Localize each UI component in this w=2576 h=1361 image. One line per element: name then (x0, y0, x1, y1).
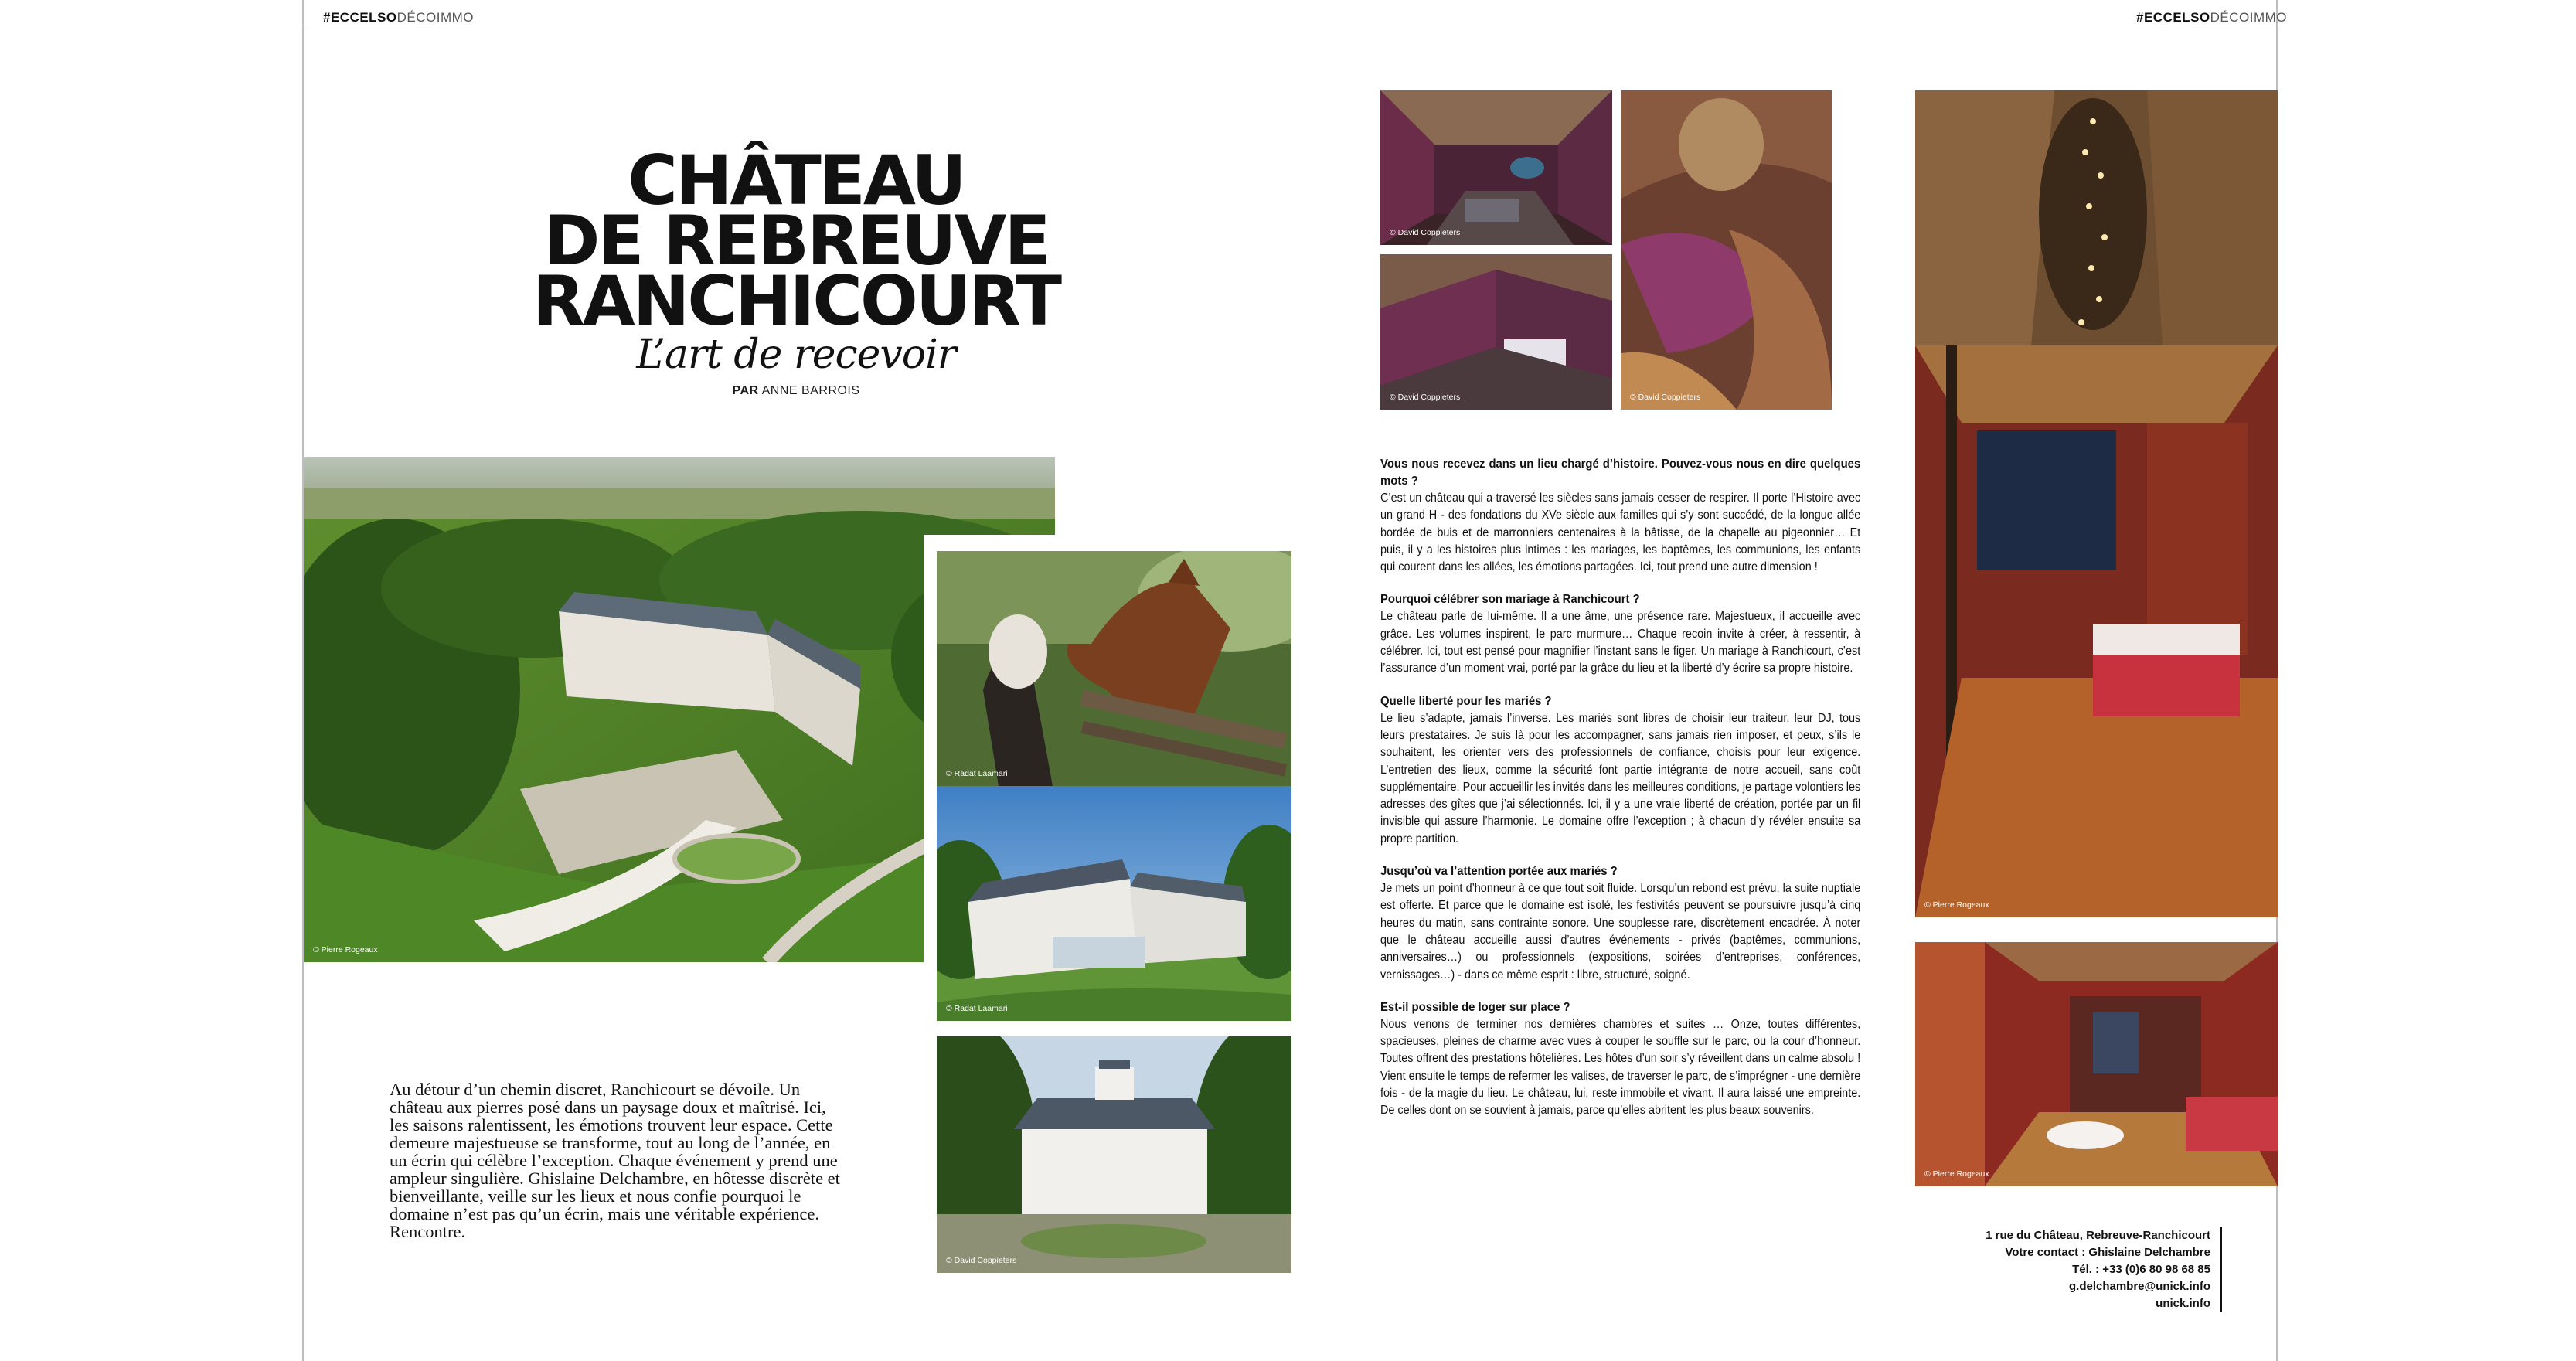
interview-block-5 (1380, 999, 1860, 1120)
header-section: DÉCOIMMO (396, 10, 475, 25)
interview-block-2 (1380, 591, 1860, 677)
interview-answer: C’est un château qui a traversé les siècles sans jamais cesser de respirer. Il porte l’Histoire avec un grand H - des fondations du XVe siècle aux familles qui s’y sont succédé, de la longue allée bordée de buis et de marronniers centenaires à la bâtisse, de la chapelle au pigeonnier… Et puis, il y a les histoires plus intimes : les mariages, les baptêmes, les communions, les enfants qui courent dans les allées, les émotions partagées. Ici, tout prend une autre dimension ! (1380, 492, 1861, 574)
chateau-front-photo (937, 1036, 1291, 1273)
chateau-side-photo (937, 786, 1291, 1021)
title-line-1: CHÂTEAU (628, 141, 965, 220)
interview-answer: Le lieu s’adapte, jamais l’inverse. Les mariés sont libres de choisir leur traiteur, leur DJ, tous leurs prestataires. Je suis là pour les accompagner, sans jamais rien imposer, et peux, s’ils le souhaitent, les orienter vers des professionnels de confiance, choisis pour leur exigence. L’entretien des lieux, comme la sécurité font partie intégrante de notre accueil, sans coût supplémentaire. Pour accueillir les invités dans les meilleures conditions, je partage volontiers les adresses des gîtes que j’ai sélectionnés. Ici, il y a une vraie liberté de création, portée par un fil invisible qui assure l’harmonie. Le domaine offre l’exception ; à chacun d’y révéler ensuite sa propre partition. (1380, 711, 1861, 846)
photo-credit: © Radat Laamari (946, 769, 1008, 778)
contact-person: Votre contact : Ghislaine Delchambre (2005, 1246, 2210, 1259)
interview-column (1380, 456, 1860, 1135)
byline-prefix: PAR (732, 384, 759, 397)
interview-answer: Le château parle de lui-même. Il a une âme, une présence rare. Majestueux, il accueille avec grâce. Les volumes inspirent, le parc murmure… Chaque recoin invite à créer, à ressentir, à célébrer. Ici, tout est pensé pour magnifier l’instant sans le figer. Un mariage à Ranchicourt, c’est l’assurance d’un moment vrai, porté par la grâce du lieu et la liberté d’y écrire sa propre histoire. (1380, 610, 1861, 675)
contact-address: 1 rue du Château, Rebreuve-Ranchicourt (1986, 1229, 2210, 1242)
running-header-left (323, 10, 474, 26)
header-brand: #ECCELSO (323, 10, 397, 25)
interview-block-3 (1380, 693, 1860, 848)
photo-credit: © Radat Laamari (946, 1004, 1008, 1013)
interview-question: Quelle liberté pour les mariés ? (1380, 694, 1552, 708)
photo-credit: © Pierre Rogeaux (313, 945, 378, 954)
photo-credit: © David Coppieters (1630, 393, 1701, 402)
spiral-stair-photo (1621, 90, 1832, 410)
byline (495, 384, 1097, 398)
header-brand: #ECCELSO (2136, 10, 2210, 25)
title-line-3: RANCHICOURT (532, 261, 1060, 341)
interview-block-1 (1380, 456, 1860, 576)
contact-block (1839, 1227, 2210, 1312)
interview-question: Jusqu’où va l’attention portée aux mariés ? (1380, 865, 1618, 879)
interview-question: Pourquoi célébrer son mariage à Ranchicourt ? (1380, 593, 1640, 607)
horse-photo (937, 551, 1291, 786)
photo-credit: © David Coppieters (946, 1256, 1017, 1265)
subtitle: L’art de recevoir (636, 332, 956, 378)
photo-credit: © Pierre Rogeaux (1924, 1169, 1989, 1179)
title-line-2: DE REBREUVE (543, 201, 1049, 281)
bathroom-photo (1915, 942, 2278, 1186)
contact-email[interactable]: g.delchambre@unick.info (2069, 1280, 2210, 1293)
interview-answer: Je mets un point d’honneur à ce que tout soit fluide. Lorsqu’un rebond est prévu, la suite nuptiale est offerte. Et parce que le domaine est isolé, les festivités peuvent se poursuivre jusqu’à cinq heures du matin, sans contrainte sonore. Une souplesse rare, discrètement encadrée. À noter que le château accueille aussi d’autres événements - privés (baptêmes, communions, anniversaires…) ou professionnels (expositions, soirées d’entreprises, conférences, vernissages…) - dans ce même esprit : libre, structuré, soigné. (1380, 882, 1861, 982)
photo-credit: © David Coppieters (1390, 228, 1461, 237)
interview-block-4 (1380, 863, 1860, 984)
attic-bath-photo (1380, 254, 1612, 410)
attic-room-photo (1380, 90, 1612, 245)
byline-author: ANNE BARROIS (761, 384, 860, 397)
title-block (495, 141, 1097, 398)
contact-phone: Tél. : +33 (0)6 80 98 68 85 (2072, 1263, 2210, 1276)
header-section: DÉCOIMMO (2210, 10, 2288, 25)
contact-rule (2220, 1227, 2222, 1312)
photo-credit: © Pierre Rogeaux (1924, 900, 1989, 910)
running-header-right (2136, 10, 2287, 26)
interview-question: Vous nous recevez dans un lieu chargé d’histoire. Pouvez-vous nous en dire quelques mots ? (1380, 458, 1861, 488)
interview-question: Est-il possible de loger sur place ? (1380, 1000, 1570, 1014)
suite-staircase-photo (1915, 90, 2278, 917)
interview-answer: Nous venons de terminer nos dernières chambres et suites … Onze, toutes différentes, spacieuses, pleines de charme avec vues à couper le souffle sur le parc, ou la cour d’honneur. Toutes offrent des prestations hôtelières. Les hôtes d’un soir s’y réveillent dans un calme absolu ! Vient ensuite le temps de refermer les valises, de traverser le parc, de s’imprégner - une dernière fois - de la magie du lieu. Le château, lui, reste immobile et vivant. Il aura laissé une empreinte. De celles dont on se souvient à jamais, parce qu’elles abritent les plus beaux souvenirs. (1380, 1017, 1861, 1118)
intro-paragraph: Au détour d’un chemin discret, Ranchicourt se dévoile. Un château aux pierres posé dans un paysage doux et maîtrisé. Ici, les saisons ralentissent, les émotions trouvent leur espace. Cette demeure majestueuse se transforme, tout au long de l’année, en un écrin qui célèbre l’exception. Chaque événement y prend une ampleur singulière. Ghislaine Delchambre, en hôtesse discrète et bienveillante, veille sur les lieux et nous confie pourquoi le domaine n’est pas qu’un écrin, mais une véritable expérience. Rencontre. (390, 1080, 840, 1241)
contact-website[interactable]: unick.info (2156, 1297, 2210, 1310)
photo-credit: © David Coppieters (1390, 393, 1461, 402)
